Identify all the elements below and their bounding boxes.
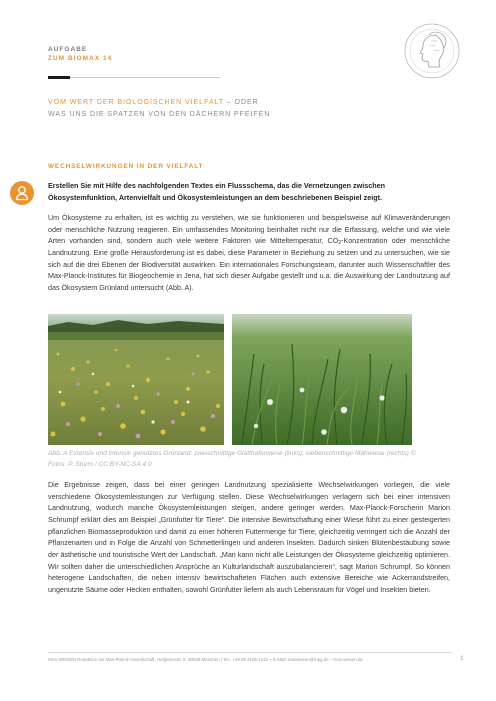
subtitle-accent: VOM WERT DER BIOLOGISCHEN VIELFALT [48, 98, 224, 106]
header-divider-accent [48, 76, 70, 79]
minerva-seal-icon [404, 23, 460, 79]
page-number: 1 [460, 655, 464, 662]
kicker-label: AUFGABE [48, 46, 88, 53]
photo-intensive-meadow [232, 314, 412, 445]
paragraph-intro [48, 213, 450, 295]
section-title: WECHSELWIRKUNGEN IN DER VIELFALT [48, 163, 204, 170]
task-instruction: Erstellen Sie mit Hilfe des nachfolgenden Textes ein Flussschema, das die Vernetzungen zwischen Ökosystemfunktion, Artenvielfalt und Ökosystemleistungen an dem beschriebenen Beispiel zeigt. [48, 181, 385, 202]
co2-subscript: 2 [338, 240, 342, 247]
subtitle-line2: WAS UNS DIE SPATZEN VON DEN DÄCHERN PFEIFEN [48, 110, 271, 118]
header-divider [48, 77, 220, 78]
footer-text: MAX WISSEN Redaktion der Max-Planck-Gesellschaft, Hofgartenstr. 8, 80539 München | Tel.: +49 89 2108-1242 – E-Mail: maxwissen@mpg.de – max-wissen.de [48, 657, 363, 662]
paragraph-results: Die Ergebnisse zeigen, dass bei einer geringen Landnutzung spezialisierte Wechselwirkungen vorliegen, die viele verschiedene Ökosystemleistungen zur Verfügung stellen. Diese Wechselwirkungen verlagern sich bei einer intensiven Landnutzung, wodurch manche Ökosystemleistungen steigen, andere geringer werden. Max-Planck-Forscherin Marion Schrumpf erklärt dies am Beispiel „Grünfutter für Tiere“. Die intensive Bewirtschaftung einer Wiese führt zu einer gesteigerten pflanzlichen Biomasseproduktion und damit zu einer höheren Futtermenge für Tiere, gleichzeitig verringert sich die Anzahl der Pflanzenarten und in Folge die Anzahl von Schmetterlingen und anderen Insekten. Dadurch sinken Blütenbestäubung sowie der ästhetische und touristische Wert der Landschaft. „Man kann nicht alle Leistungen der Ökosysteme gleichzeitig optimieren. Wir sollten daher die unterschiedlichen Ansprüche an Kulturlandschaft auszubalancieren“, sagt Marion Schrumpf. So können heterogene Landschaften, die neben intensiv bewirtschafteten Flächen auch extensive Bereiche wie Ackerrandstreifen, ungenutzte Säume oder Hecken enthalten, sowohl Grünfutter liefern als auch Lebensraum für Vögel und Insekten bieten. [48, 481, 450, 594]
paragraph-intro-part2: -Konzentration oder menschliche Landnutzung. Eine große Herausforderung ist es dabei, diese Parameter in Beziehung zu setzen und zu untersuchen, wie sie sich auf die drei Ebenen der Biodiversität auswirken. Ein internationales Forschungsteam, darunter auch Wissenschaftler des Max-Planck-Institutes für Biogeochemie in Jena, hat sich dieser Aufgabe gestellt und u.a. die Auswirkung der Landnutzung auf das Ökosystem Grünland untersucht (Abb. A). [48, 237, 451, 292]
person-icon [10, 181, 34, 205]
footer-divider [48, 652, 452, 653]
kicker-issue-label: ZUM BIOMAX 14 [48, 55, 113, 62]
subtitle-rest: – ODER [223, 98, 259, 106]
figure-caption: Abb. A Extensiv und intensiv genutztes Grünland: zweischnittige Glatthaferwiese (links), siebenschnittige Mähwiese (rechts) © Fotos: P. Sturm / CC BY-NC-SA 4.0 [48, 450, 416, 468]
paragraph-intro-part1: Um Ökosysteme zu erhalten, ist es wichtig zu verstehen, wie sie funktionieren und beispielsweise auf Klimaveränderungen oder menschliche Nutzung reagieren. Ein umfassendes Monitoring beinhaltet nicht nur die Erfassung, welche und wie viele Arten vorhanden sind, sondern auch viele weitere Faktoren wie Mitteltemperatur, CO [48, 214, 450, 246]
photo-extensive-meadow [48, 314, 224, 445]
page-subtitle [48, 96, 378, 120]
